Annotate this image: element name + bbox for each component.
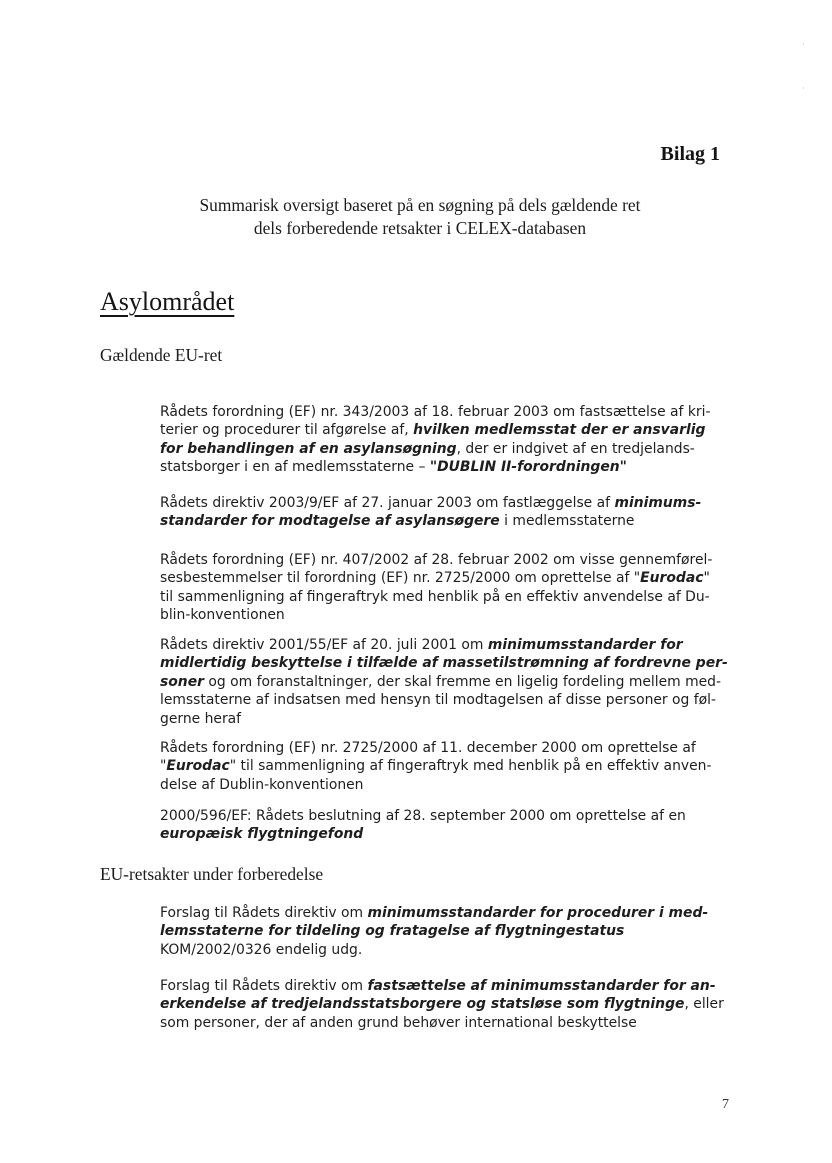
proposal-entry — [160, 977, 734, 1032]
regulation-entry — [160, 739, 734, 794]
entry-line: 2000/596/EF: Rådets beslutning af 28. september 2000 om oprettelse af en — [160, 808, 686, 824]
entry-emphasis: standarder for modtagelse af asylansøgere — [160, 513, 500, 530]
entry-text: Forslag til Rådets direktiv om — [160, 978, 368, 994]
entry-text: og om foranstaltninger, der skal fremme en ligelig fordeling mellem med- — [203, 673, 722, 690]
regulation-entry — [160, 494, 734, 531]
entry-emphasis: soner — [160, 673, 204, 690]
entry-emphasis: "DUBLIN II-forordningen" — [429, 459, 627, 476]
entry-line — [160, 458, 734, 476]
entry-line — [160, 494, 734, 512]
entry-text: Rådets direktiv 2003/9/EF af 27. januar 2003 om fastlæggelse af — [160, 495, 615, 511]
current-law-heading: Gældende EU-ret — [100, 345, 223, 365]
entry-emphasis: europæisk flygtningefond — [160, 826, 364, 843]
entry-line — [160, 825, 734, 843]
subtitle-line: Summarisk oversigt baseret på en søgning på dels gældende ret — [199, 195, 641, 215]
entry-text: sesbestemmelser til forordning (EF) nr. 2725/2000 om oprettelse af " — [160, 570, 641, 587]
entry-text: terier og procedurer til afgørelse af, — [160, 422, 414, 439]
entry-emphasis: for behandlingen af en asylansøgning — [160, 440, 457, 457]
entry-line: gerne heraf — [160, 710, 242, 727]
entry-line — [160, 636, 734, 654]
entry-line — [160, 440, 734, 458]
entry-text: " — [703, 570, 710, 587]
regulation-entry — [160, 636, 734, 728]
entry-line: til sammenligning af fingeraftryk med henblik på en effektiv anvendelse af Du- — [160, 588, 710, 605]
entry-emphasis: minimumsstandarder for procedurer i med- — [367, 905, 709, 921]
proposal-entry — [160, 904, 734, 959]
entry-emphasis: minimumsstandarder for — [487, 637, 683, 653]
entry-emphasis: hvilken medlemsstat der er ansvarlig — [413, 422, 706, 439]
scan-speck: ˌ — [802, 36, 805, 45]
entry-emphasis: Eurodac — [166, 758, 230, 775]
entry-line: blin-konventionen — [160, 607, 285, 624]
regulation-entry — [160, 551, 734, 625]
entry-line: Rådets forordning (EF) nr. 343/2003 af 18. februar 2003 om fastsættelse af kri- — [160, 404, 711, 420]
entry-line: lemsstaterne af indsatsen med hensyn til modtagelsen af disse personer og føl- — [160, 692, 717, 709]
section-title: Asylområdet — [100, 287, 235, 316]
entry-line: Rådets forordning (EF) nr. 2725/2000 af 11. december 2000 om oprettelse af — [160, 740, 696, 756]
entry-emphasis: lemsstaterne for tildeling og fratagelse af flygtningestatus — [160, 923, 625, 940]
document-subtitle — [140, 194, 700, 240]
entry-text: i medlemsstaterne — [499, 513, 635, 530]
entry-line — [160, 673, 734, 691]
page-number: 7 — [722, 1097, 729, 1112]
entry-emphasis: Eurodac — [640, 570, 704, 587]
entry-line: Rådets forordning (EF) nr. 407/2002 af 28. februar 2002 om visse gennemførel- — [160, 552, 713, 568]
entry-emphasis: minimums- — [614, 495, 702, 511]
regulation-entry — [160, 403, 734, 477]
appendix-label: Bilag 1 — [660, 143, 720, 165]
entry-line — [160, 922, 734, 940]
entry-line — [160, 977, 734, 995]
entry-line — [160, 757, 734, 775]
subtitle-line: dels forberedende retsakter i CELEX-databasen — [253, 218, 587, 238]
entry-text: " til sammenligning af fingeraftryk med henblik på en effektiv anven- — [229, 758, 712, 775]
entry-text: Rådets direktiv 2001/55/EF af 20. juli 2001 om — [160, 637, 488, 653]
entry-line — [160, 654, 734, 672]
entry-emphasis: fastsættelse af minimumsstandarder for an- — [367, 978, 716, 994]
entry-line: KOM/2002/0326 endelig udg. — [160, 941, 363, 958]
scan-speck: · — [802, 84, 805, 93]
pending-acts-heading: EU-retsakter under forberedelse — [100, 864, 324, 884]
entry-line — [160, 512, 734, 530]
entry-emphasis: midlertidig beskyttelse i tilfælde af massetilstrømning af fordrevne per- — [160, 655, 728, 672]
regulation-entry — [160, 807, 734, 844]
entry-line — [160, 995, 734, 1013]
entry-emphasis: erkendelse af tredjelandsstatsborgere og statsløse som flygtninge — [160, 996, 685, 1013]
entry-line — [160, 569, 734, 587]
entry-line: som personer, der af anden grund behøver international beskyttelse — [160, 1014, 637, 1031]
entry-line: delse af Dublin-konventionen — [160, 776, 364, 793]
entry-text: Forslag til Rådets direktiv om — [160, 905, 368, 921]
entry-text: , der er indgivet af en tredjelands- — [456, 440, 695, 457]
entry-text: " — [160, 758, 167, 775]
entry-text: statsborger i en af medlemsstaterne – — [160, 459, 430, 476]
entry-line — [160, 904, 734, 922]
entry-text: , eller — [684, 996, 724, 1013]
entry-line — [160, 421, 734, 439]
